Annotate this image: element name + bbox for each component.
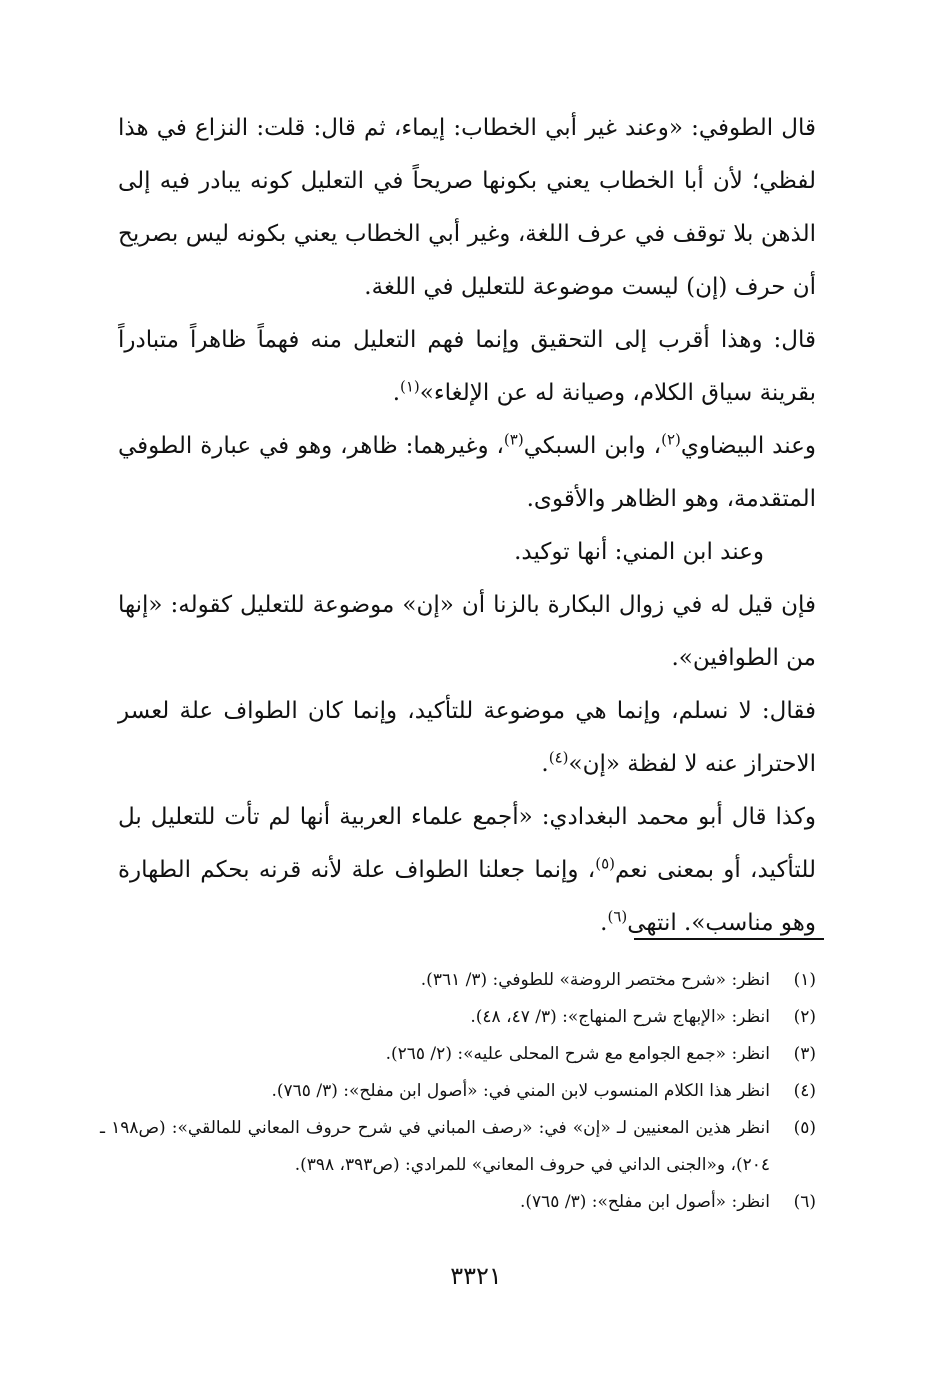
footnote-5 — [100, 1110, 816, 1184]
paragraph-text: وعند البيضاوي — [680, 433, 817, 459]
paragraph-baghdadi — [118, 791, 816, 950]
paragraph-ibn-almunni: وعند ابن المني: أنها توكيد. — [514, 539, 764, 565]
footnotes — [100, 962, 816, 1221]
footnote-number: (٥) — [793, 1118, 816, 1138]
paragraph-reply — [118, 685, 816, 791]
footnote-ref-6: (٦) — [607, 907, 628, 926]
footnote-ref-5: (٥) — [595, 854, 616, 873]
footnote-number: (١) — [793, 970, 816, 990]
footnote-ref-1: (١) — [400, 377, 420, 396]
paragraph-text: ، وغيرهما: ظاهر، وهو في عبارة الطوفي المتقدمة، وهو الظاهر والأقوى. — [118, 433, 816, 512]
footnote-ref-3: (٣) — [503, 430, 524, 449]
main-text — [118, 102, 816, 950]
paragraph-objection: فإن قيل له في زوال البكارة بالزنا أن «إن» موضوعة للتعليل كقوله: «إنها من الطوافين». — [118, 592, 816, 671]
paragraph-text: فقال: لا نسلم، وإنما هي موضوعة للتأكيد، وإنما كان الطواف علة لعسر الاحتراز عنه لا لفظة «إن» — [118, 698, 816, 777]
footnote-text: انظر: «شرح مختصر الروضة» للطوفي: (٣/ ٣٦١). — [420, 970, 770, 990]
footnote-text: انظر هذا الكلام المنسوب لابن المني في: «أصول ابن مفلح»: (٣/ ٧٦٥). — [271, 1081, 770, 1101]
footnote-text: انظر هذين المعنيين لـ «إن» في: «رصف المباني في شرح حروف المعاني للمالقي»: (ص١٩٨ ـ ٢٠٤)، و«الجنى الداني في حروف المعاني» للمرادي: (ص٣٩٣، ٣٩٨). — [100, 1118, 770, 1175]
period: . — [541, 751, 549, 777]
footnote-number: (٦) — [793, 1192, 816, 1212]
paragraph-text: قال: وهذا أقرب إلى التحقيق وإنما فهم التعليل منه فهماً ظاهراً متبادراً بقرينة سياق الكلام، وصيانة له عن الإلغاء» — [118, 327, 816, 406]
footnote-4 — [100, 1073, 816, 1110]
footnote-2 — [100, 999, 816, 1036]
paragraph-text: ، وإنما جعلنا الطواف علة لأنه قرنه بحكم الطهارة وهو مناسب». انتهى — [118, 857, 816, 936]
footnote-ref-4: (٤) — [548, 748, 569, 767]
paragraph-text: ، وابن السبكي — [523, 433, 662, 459]
footnote-number: (٣) — [793, 1044, 816, 1064]
paragraph-qal — [118, 314, 816, 420]
footnote-text: انظر: «الإبهاج شرح المنهاج»: (٣/ ٤٧، ٤٨). — [470, 1007, 770, 1027]
paragraph-tufi-quote: قال الطوفي: «وعند غير أبي الخطاب: إيماء، ثم قال: قلت: النزاع في هذا لفظي؛ لأن أبا الخطاب يعني بكونها صريحاً في التعليل كونه يبادر فيه إلى الذهن بلا توقف في عرف اللغة، وغير أبي الخطاب يعني بكونه ليس بصريح أن حرف (إن) ليست موضوعة للتعليل في اللغة. — [118, 115, 816, 300]
period: . — [392, 380, 400, 406]
footnote-text: انظر: «جمع الجوامع مع شرح المحلى عليه»: (٢/ ٢٦٥). — [385, 1044, 770, 1064]
footnote-number: (٤) — [793, 1081, 816, 1101]
footnote-3 — [100, 1036, 816, 1073]
page-number: ٣٣٢١ — [450, 1262, 502, 1290]
paragraph-text: وكذا قال أبو محمد البغدادي: «أجمع علماء العربية أنها لم تأت للتعليل بل للتأكيد، أو بمعنى نعم — [118, 804, 816, 883]
footnote-separator — [634, 938, 824, 940]
footnote-ref-2: (٢) — [661, 430, 681, 449]
paragraph-baydawi — [118, 420, 816, 526]
footnote-1 — [100, 962, 816, 999]
footnote-number: (٢) — [793, 1007, 816, 1027]
period: . — [600, 910, 608, 936]
footnote-6 — [100, 1184, 816, 1221]
footnote-text: انظر: «أصول ابن مفلح»: (٣/ ٧٦٥). — [519, 1192, 770, 1212]
